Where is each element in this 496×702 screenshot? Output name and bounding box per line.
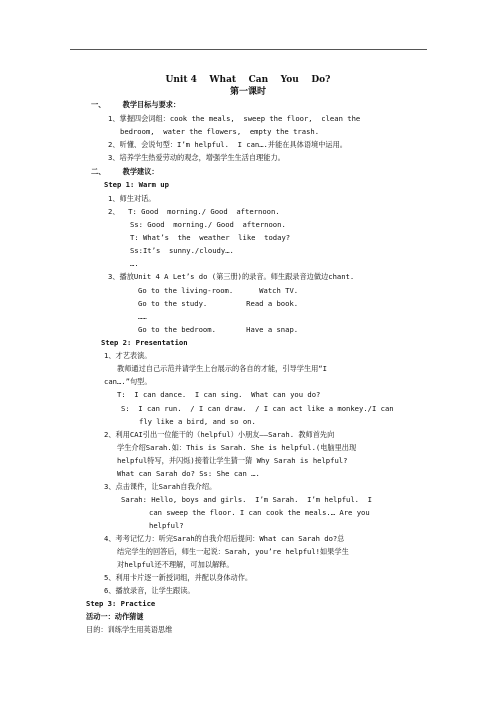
text-line: What can Sarah do? Ss: She can ….	[117, 469, 260, 478]
text-line: Step 2: Presentation	[101, 338, 188, 347]
header-rule	[70, 49, 427, 50]
text-line: 2、利用CAI引出一位能干的（helpful）小朋友——Sarah. 教师首先向	[104, 430, 335, 439]
text-line: 1、掌握四会词组：cook the meals, sweep the floor, clean the	[108, 114, 361, 123]
text-line: 3、点击课件，让Sarah自我介绍。	[104, 482, 217, 491]
text-line: 学生介绍Sarah.如：This is Sarah. She is helpful.(电脑里出现	[117, 443, 357, 452]
text-line: Go to the bedroom. Have a snap.	[138, 325, 299, 334]
text-line: Ss: Good morning./ Good afternoon.	[130, 220, 286, 229]
text-line: Step 3: Practice	[86, 599, 156, 608]
text-line: T: I can dance. I can sing. What can you do?	[117, 390, 321, 399]
text-line: 3、播放Unit 4 A Let’s do (第三册)的录音。师生跟录音边做边chant.	[108, 272, 355, 281]
text-line: 一、 教学目标与要求：	[91, 100, 181, 109]
text-line: 2、 T: Good morning./ Good afternoon.	[108, 207, 280, 216]
page-title: Unit 4 What Can You Do?	[165, 75, 331, 85]
text-line: 对helpful还不理解，可加以解释。	[117, 560, 234, 569]
text-line: Go to the living-room. Watch TV.	[138, 286, 299, 295]
text-line: S: I can run. / I can draw. / I can act like a monkey./I can	[121, 404, 394, 413]
text-line: ….	[130, 259, 139, 268]
page-subtitle: 第一课时	[229, 87, 266, 97]
text-line: 1、师生对话。	[108, 194, 156, 203]
text-line: bedroom, water the flowers, empty the trash.	[120, 127, 320, 136]
text-line: 3、培养学生热爱劳动的观念，增强学生生活自理能力。	[108, 153, 285, 162]
text-line: 活动一：动作猜谜	[86, 612, 144, 621]
text-line: 结完学生的回答后，师生一起说：Sarah, you’re helpful!如果学生	[117, 547, 349, 556]
text-line: 4、考考记忆力：听完Sarah的自我介绍后提问：What can Sarah do?总	[104, 534, 345, 543]
text-line: Go to the study. Read a book.	[138, 299, 299, 308]
text-line: 2、听懂、会说句型：I’m helpful. I can….并能在具体语境中运用。	[108, 140, 347, 149]
text-line: helpful特写，并闪烁)接着让学生猜一猜 Why Sarah is helpful?	[117, 456, 348, 465]
text-line: can sweep the floor. I can cook the meals.… Are you	[149, 508, 370, 517]
text-line: can….”句型。	[104, 377, 152, 386]
text-line: 1、才艺表演。	[104, 351, 152, 360]
text-line: 6、播放录音，让学生跟读。	[104, 586, 195, 595]
text-line: 目的：训练学生用英语思维	[86, 625, 173, 634]
text-line: ……	[138, 312, 147, 321]
text-line: Sarah: Hello, boys and girls. I’m Sarah. I’m helpful. I	[121, 495, 372, 504]
text-line: fly like a bird, and so on.	[139, 417, 256, 426]
text-line: 二、 教学建议：	[91, 167, 159, 176]
text-line: Ss:It’s sunny./cloudy….	[130, 246, 234, 255]
text-line: 教师通过自己示范并请学生上台展示的各自的才能，引导学生用“I	[117, 364, 327, 373]
text-line: T: What’s the weather like today?	[130, 233, 291, 242]
text-line: helpful?	[149, 521, 184, 530]
text-line: Step 1: Warm up	[104, 180, 169, 189]
text-line: 5、利用卡片逐一新授词组，并配以身体动作。	[104, 573, 253, 582]
